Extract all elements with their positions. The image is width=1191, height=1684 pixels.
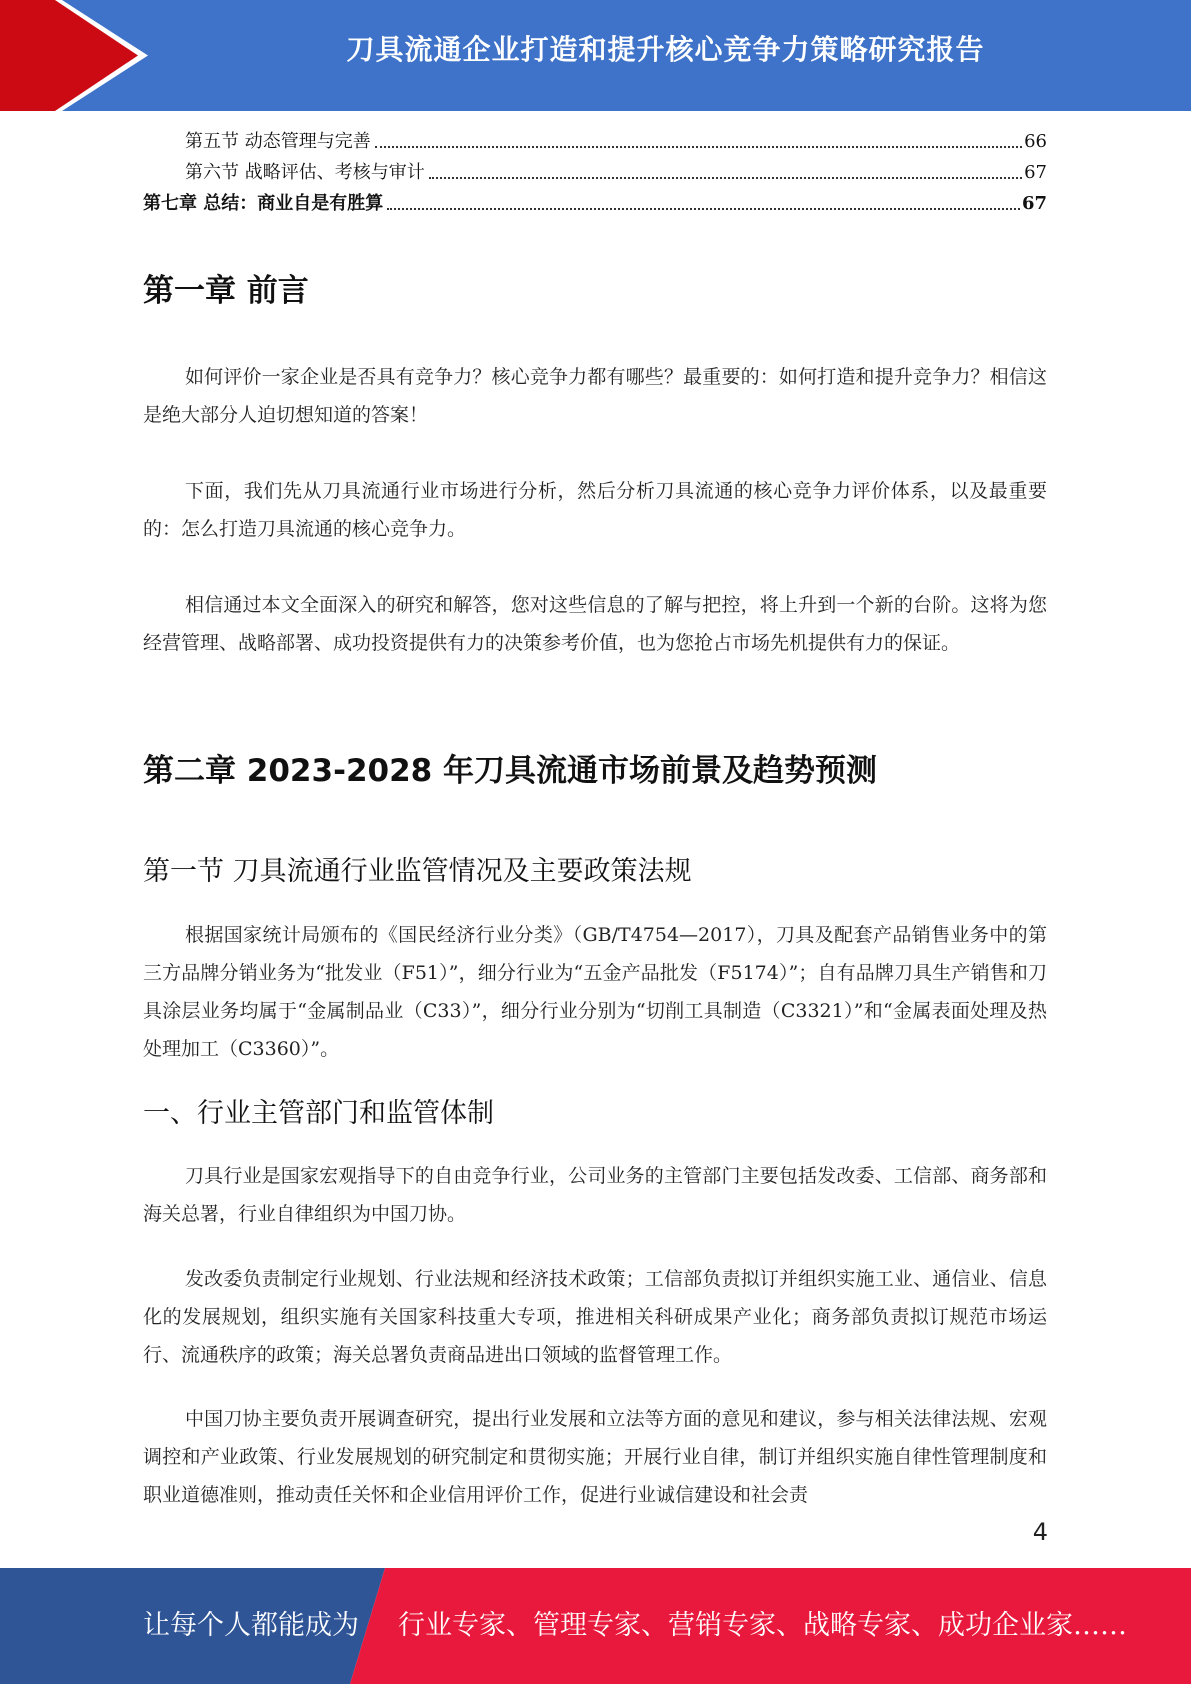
body-paragraph: 中国刀协主要负责开展调查研究，提出行业发展和立法等方面的意见和建议，参与相关法律法规、宏观调控和产业政策、行业发展规划的研究制定和贯彻实施；开展行业自律，制订并组织实施自律性管理制度和职业道德准则，推动责任关怀和企业信用评价工作，促进行业诚信建设和社会责 <box>143 1408 1047 1506</box>
toc-leader-dots <box>429 177 1022 179</box>
toc-entry-page: 66 <box>1024 131 1047 152</box>
toc-entry[interactable] <box>143 191 1047 217</box>
toc-leader-dots <box>375 146 1022 148</box>
page-header <box>0 0 1191 111</box>
toc-entry-page: 67 <box>1024 162 1047 183</box>
toc-leader-dots <box>387 208 1020 210</box>
header-arrow-decoration <box>0 0 160 111</box>
body-paragraph: 如何评价一家企业是否具有竞争力？核心竞争力都有哪些？最重要的：如何打造和提升竞争力？相信这是绝大部分人迫切想知道的答案！ <box>143 366 1047 426</box>
toc-entry-title: 第五节 动态管理与完善 <box>185 131 371 152</box>
page-number: 4 <box>1032 1518 1048 1546</box>
section-heading: 第一节 刀具流通行业监管情况及主要政策法规 <box>143 856 692 887</box>
body-paragraph: 相信通过本文全面深入的研究和解答，您对这些信息的了解与把控，将上升到一个新的台阶。这将为您经营管理、战略部署、成功投资提供有力的决策参考价值，也为您抢占市场先机提供有力的保证。 <box>143 594 1047 654</box>
body-paragraph: 发改委负责制定行业规划、行业法规和经济技术政策；工信部负责拟订并组织实施工业、通信业、信息化的发展规划，组织实施有关国家科技重大专项，推进相关科研成果产业化；商务部负责拟订规范市场运行、流通秩序的政策；海关总署负责商品进出口领域的监督管理工作。 <box>143 1268 1047 1366</box>
toc-entry-title: 第六节 战略评估、考核与审计 <box>185 162 425 183</box>
body-paragraph: 刀具行业是国家宏观指导下的自由竞争行业，公司业务的主管部门主要包括发改委、工信部、商务部和海关总署，行业自律组织为中国刀协。 <box>143 1165 1047 1225</box>
subsection-heading: 一、行业主管部门和监管体制 <box>143 1098 494 1129</box>
chapter-heading: 第一章 前言 <box>143 273 309 309</box>
toc-entry-title: 第七章 总结：商业自是有胜算 <box>143 193 384 214</box>
toc-entry[interactable] <box>185 160 1047 186</box>
toc-entry[interactable] <box>185 129 1047 155</box>
footer-slogan-right: 行业专家、管理专家、营销专家、战略专家、成功企业家…… <box>398 1610 1127 1641</box>
page-footer <box>0 1568 1191 1684</box>
report-title: 刀具流通企业打造和提升核心竞争力策略研究报告 <box>346 33 985 66</box>
body-paragraph: 根据国家统计局颁布的《国民经济行业分类》（GB/T4754—2017），刀具及配套产品销售业务中的第三方品牌分销业务为“批发业（F51）”，细分行业为“五金产品批发（F5174）”；自有品牌刀具生产销售和刀具涂层业务均属于“金属制品业（C33）”，细分行业分别为“切削工具制造（C3321）”和“金属表面处理及热处理加工（C3360）”。 <box>143 924 1047 1060</box>
body-paragraph: 下面，我们先从刀具流通行业市场进行分析，然后分析刀具流通的核心竞争力评价体系，以及最重要的：怎么打造刀具流通的核心竞争力。 <box>143 480 1047 540</box>
toc-entry-page: 67 <box>1021 193 1047 214</box>
footer-slogan-left: 让每个人都能成为 <box>143 1610 359 1641</box>
chapter-heading: 第二章 2023-2028 年刀具流通市场前景及趋势预测 <box>143 753 878 789</box>
